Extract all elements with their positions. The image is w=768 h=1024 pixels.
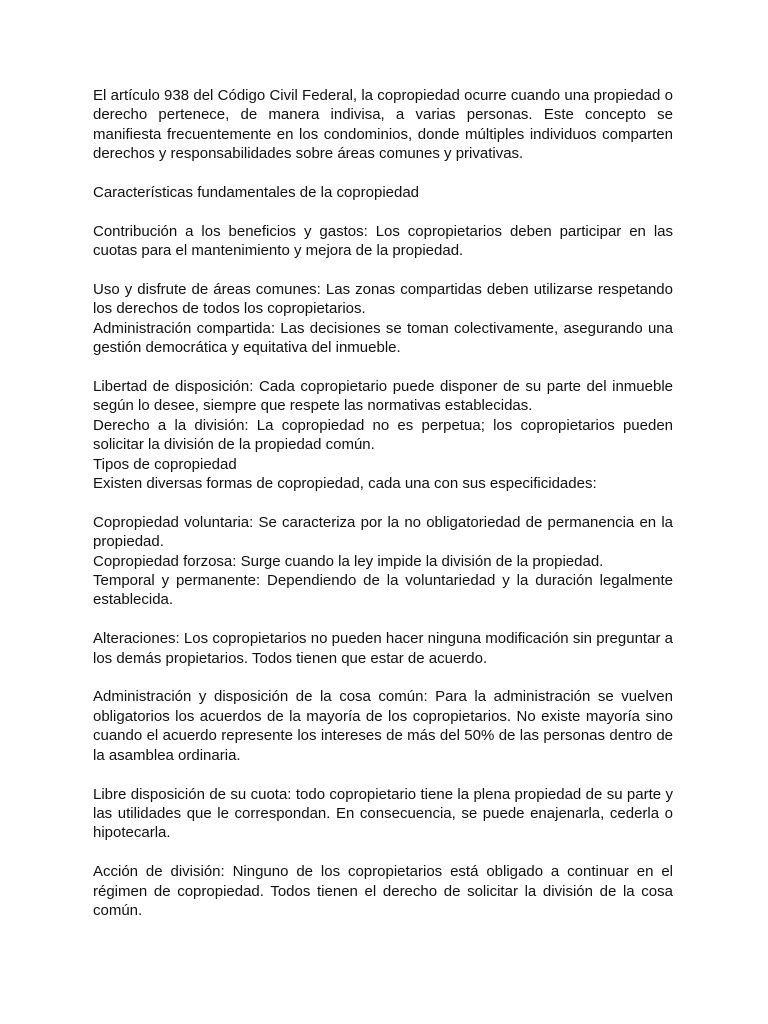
paragraph-line: Libre disposición de su cuota: todo copropietario tiene la plena propiedad de su parte y las utilidades que le correspondan. En consecuencia, se puede enajenarla, cederla o hipotecarla. — [93, 785, 673, 842]
section-heading-block — [93, 183, 673, 202]
shared-use-paragraph — [93, 280, 673, 358]
document-page — [93, 86, 673, 940]
paragraph-line: El artículo 938 del Código Civil Federal, la copropiedad ocurre cuando una propiedad o derecho pertenece, de manera indivisa, a varias personas. Este concepto se manifiesta frecuentemente en los condominios, donde múltiples individuos comparten derechos y responsabilidades sobre áreas comunes y privativas. — [93, 87, 673, 163]
contribution-paragraph — [93, 222, 673, 261]
paragraph-line: Copropiedad forzosa: Surge cuando la ley impide la división de la propiedad. — [93, 552, 604, 570]
paragraph-line: Temporal y permanente: Dependiendo de la voluntariedad y la duración legalmente establecida. — [93, 572, 673, 609]
section-heading: Características fundamentales de la copropiedad — [93, 184, 420, 202]
alterations-paragraph — [93, 629, 673, 668]
paragraph-line: Libertad de disposición: Cada copropietario puede disponer de su parte del inmueble según lo desee, siempre que respete las normativas establecidas. — [93, 378, 673, 415]
paragraph-line: Administración compartida: Las decisiones se toman colectivamente, asegurando una gestión democrática y equitativa del inmueble. — [93, 319, 673, 357]
paragraph-line: Existen diversas formas de copropiedad, cada una con sus especificidades: — [93, 475, 597, 493]
quota-disposal-paragraph — [93, 785, 673, 843]
types-paragraph — [93, 513, 673, 610]
intro-paragraph — [93, 86, 673, 164]
administration-paragraph — [93, 687, 673, 765]
paragraph-line: Alteraciones: Los copropietarios no pueden hacer ninguna modificación sin preguntar a los demás propietarios. Todos tienen que estar de acuerdo. — [93, 630, 673, 667]
disposition-paragraph — [93, 377, 673, 493]
paragraph-line: Administración y disposición de la cosa común: Para la administración se vuelven obligatorios los acuerdos de la mayoría de los copropietarios. No existe mayoría sino cuando el acuerdo represente los intereses de más del 50% de las personas dentro de la asamblea ordinaria. — [93, 688, 673, 764]
paragraph-line: Derecho a la división: La copropiedad no es perpetua; los copropietarios pueden solicitar la división de la propiedad común. — [93, 416, 673, 454]
subheading-line: Tipos de copropiedad — [93, 455, 237, 473]
paragraph-line: Copropiedad voluntaria: Se caracteriza por la no obligatoriedad de permanencia en la propiedad. — [93, 513, 673, 551]
paragraph-line: Acción de división: Ninguno de los copropietarios está obligado a continuar en el régimen de copropiedad. Todos tienen el derecho de solicitar la división de la cosa común. — [93, 863, 673, 919]
paragraph-line: Uso y disfrute de áreas comunes: Las zonas compartidas deben utilizarse respetando los derechos de todos los copropietarios. — [93, 281, 673, 318]
paragraph-line: Contribución a los beneficios y gastos: Los copropietarios deben participar en las cuotas para el mantenimiento y mejora de la propiedad. — [93, 222, 673, 260]
division-action-paragraph — [93, 862, 673, 920]
